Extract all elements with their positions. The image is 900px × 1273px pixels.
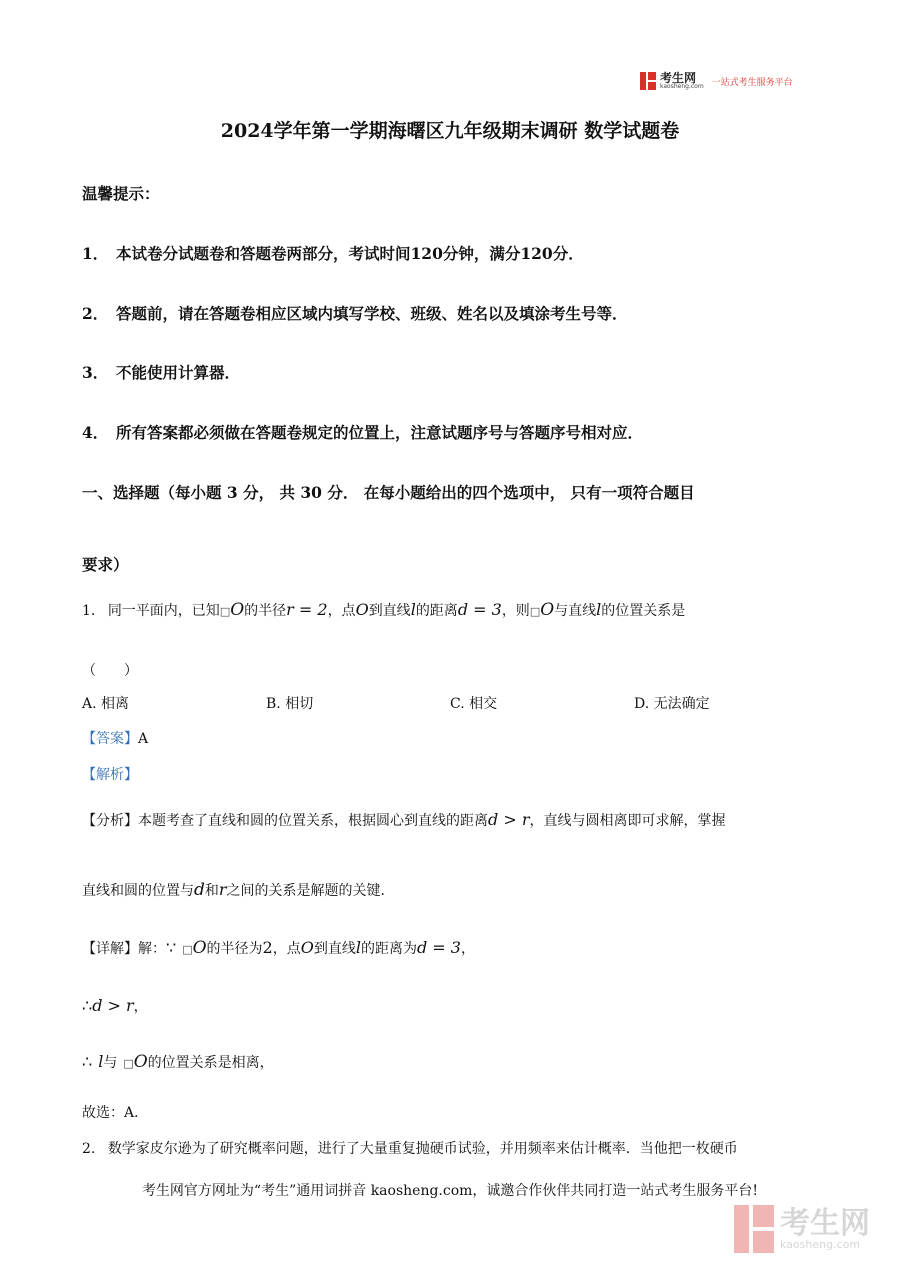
logo-domain: kaosheng.com <box>660 83 704 90</box>
option-text: 无法确定 <box>653 696 710 712</box>
detail-tag: 【详解】解： <box>82 941 166 957</box>
fenxi-text: 本题考查了直线和圆的位置关系，根据圆心到直线的距离 <box>138 813 488 829</box>
q1-text: 的半径 <box>244 603 287 619</box>
option-text: 相切 <box>285 696 314 712</box>
therefore-symbol: ∴ <box>82 996 93 1015</box>
option-label: A. <box>82 696 97 712</box>
kaosheng-watermark-icon <box>734 1205 774 1253</box>
fenxi-tag: 【分析】 <box>82 813 138 829</box>
detail-line-2 <box>82 996 148 1016</box>
q1-text: 的距离 <box>415 603 458 619</box>
detail-line-3 <box>82 1052 274 1072</box>
detail-text: 的半径为 <box>206 941 263 957</box>
circle-symbol-icon: □ <box>219 605 231 618</box>
q1-text: 到直线 <box>368 603 411 619</box>
option-b <box>266 693 313 713</box>
logo-slogan: 一站式考生服务平台 <box>711 77 793 88</box>
q1-math-o: O <box>355 600 369 619</box>
detail-text: ， <box>460 941 475 957</box>
q1-math-r: r = 2 <box>286 600 328 619</box>
analysis-tag: 【解析】 <box>82 767 138 783</box>
tip-item <box>82 242 584 264</box>
tip-number: 2． <box>82 304 109 323</box>
detail-text: ， <box>133 999 148 1015</box>
q1-text: 与直线 <box>554 603 597 619</box>
q1-math-o: O <box>540 600 555 620</box>
circle-symbol-icon: □ <box>182 943 193 956</box>
detail-math: O <box>300 938 314 957</box>
q1-text: 的位置关系是 <box>601 603 686 619</box>
tip-item <box>82 421 643 443</box>
fenxi-text: 之间的关系是解题的关键． <box>226 883 395 899</box>
detail-math: l <box>98 1052 104 1071</box>
fenxi-math: r <box>218 880 227 899</box>
detail-math: d = 3 <box>416 938 461 957</box>
answer-value: A <box>138 731 149 747</box>
logo-name: 考生网 <box>660 71 697 85</box>
tip-text: 所有答案都必须做在答题卷规定的位置上，注意试题序号与答题序号相对应． <box>116 423 644 442</box>
tip-item <box>82 302 628 324</box>
because-symbol: ∵ <box>166 938 177 957</box>
tip-text: 答题前，请在答题卷相应区域内填写学校、班级、姓名以及填涂考生号等． <box>116 304 628 323</box>
kaosheng-logo-icon <box>640 72 656 90</box>
page-footer: 考生网官方网址为“考生”通用词拼音 kaosheng.com，诚邀合作伙伴共同打造一站式考生服务平台! <box>141 1183 759 1199</box>
fenxi-line-2 <box>82 880 395 900</box>
detail-math: l <box>355 938 361 957</box>
tips-heading: 温馨提示： <box>82 184 160 203</box>
detail-math: O <box>133 1052 148 1072</box>
q1-math-d: d = 3 <box>457 600 502 619</box>
therefore-symbol: ∴ <box>82 1052 93 1071</box>
tip-item <box>82 361 240 383</box>
detail-text: 的距离为 <box>360 941 417 957</box>
fenxi-math: d > r <box>488 810 530 829</box>
question-2 <box>82 1138 738 1158</box>
fenxi-math: d <box>194 880 205 900</box>
detail-text: ，点 <box>272 941 301 957</box>
question-number: 2. <box>82 1141 96 1157</box>
section-heading-cont: 要求） <box>82 555 129 574</box>
detail-text: 到直线 <box>313 941 356 957</box>
answer-line <box>82 728 148 748</box>
fenxi-text: 直线和圆的位置与 <box>82 883 194 899</box>
q1-text: 同一平面内，已知 <box>107 603 220 619</box>
fenxi-line <box>82 810 725 830</box>
question-number: 1. <box>82 603 96 619</box>
q1-math-o: O <box>230 600 245 620</box>
q1-math-l: l <box>596 600 602 619</box>
detail-text: 的位置关系是相离， <box>147 1055 274 1071</box>
watermark <box>734 1205 870 1253</box>
circle-symbol-icon: □ <box>123 1057 134 1070</box>
answer-paren: （ ） <box>82 663 138 679</box>
option-c <box>450 693 497 713</box>
document-title: 2024学年第一学期海曙区九年级期末调研 数学试题卷 <box>220 120 680 142</box>
question-1 <box>82 600 685 620</box>
option-label: D. <box>634 696 650 712</box>
answer-tag: 【答案】 <box>82 731 138 747</box>
tip-text: 不能使用计算器． <box>116 363 241 382</box>
header-logo <box>640 72 793 90</box>
detail-math: d > r <box>92 996 134 1015</box>
option-label: C. <box>450 696 465 712</box>
watermark-domain: kaosheng.com <box>780 1237 861 1251</box>
question-text: 数学家皮尔逊为了研究概率问题，进行了大量重复抛硬币试验，并用频率来估计概率．当他把一枚硬币 <box>107 1141 738 1157</box>
fenxi-text: 和 <box>204 883 219 899</box>
watermark-name: 考生网 <box>780 1205 870 1241</box>
option-text: 相交 <box>469 696 498 712</box>
tip-number: 3． <box>82 363 109 382</box>
q1-math-l: l <box>410 600 416 619</box>
tip-text: 本试卷分试题卷和答题卷两部分，考试时间120分钟，满分120分． <box>116 244 584 263</box>
detail-math: 2 <box>262 938 273 957</box>
option-a <box>82 693 129 713</box>
q1-text: ，点 <box>327 603 356 619</box>
detail-math: O <box>192 938 207 958</box>
q1-text: ，则 <box>501 603 530 619</box>
detail-text: 与 <box>103 1055 118 1071</box>
option-label: B. <box>266 696 281 712</box>
detail-line-1 <box>82 938 475 958</box>
tip-number: 1． <box>82 244 109 263</box>
tip-number: 4． <box>82 423 109 442</box>
section-heading: 一、选择题（每小题 3 分， 共 30 分． 在每小题给出的四个选项中， 只有一项符合题目 <box>82 483 695 502</box>
circle-symbol-icon: □ <box>529 605 541 618</box>
option-text: 相离 <box>101 696 130 712</box>
fenxi-text: ，直线与圆相离即可求解，掌握 <box>529 813 726 829</box>
option-d <box>634 693 710 713</box>
choose-line: 故选：A． <box>82 1105 149 1121</box>
